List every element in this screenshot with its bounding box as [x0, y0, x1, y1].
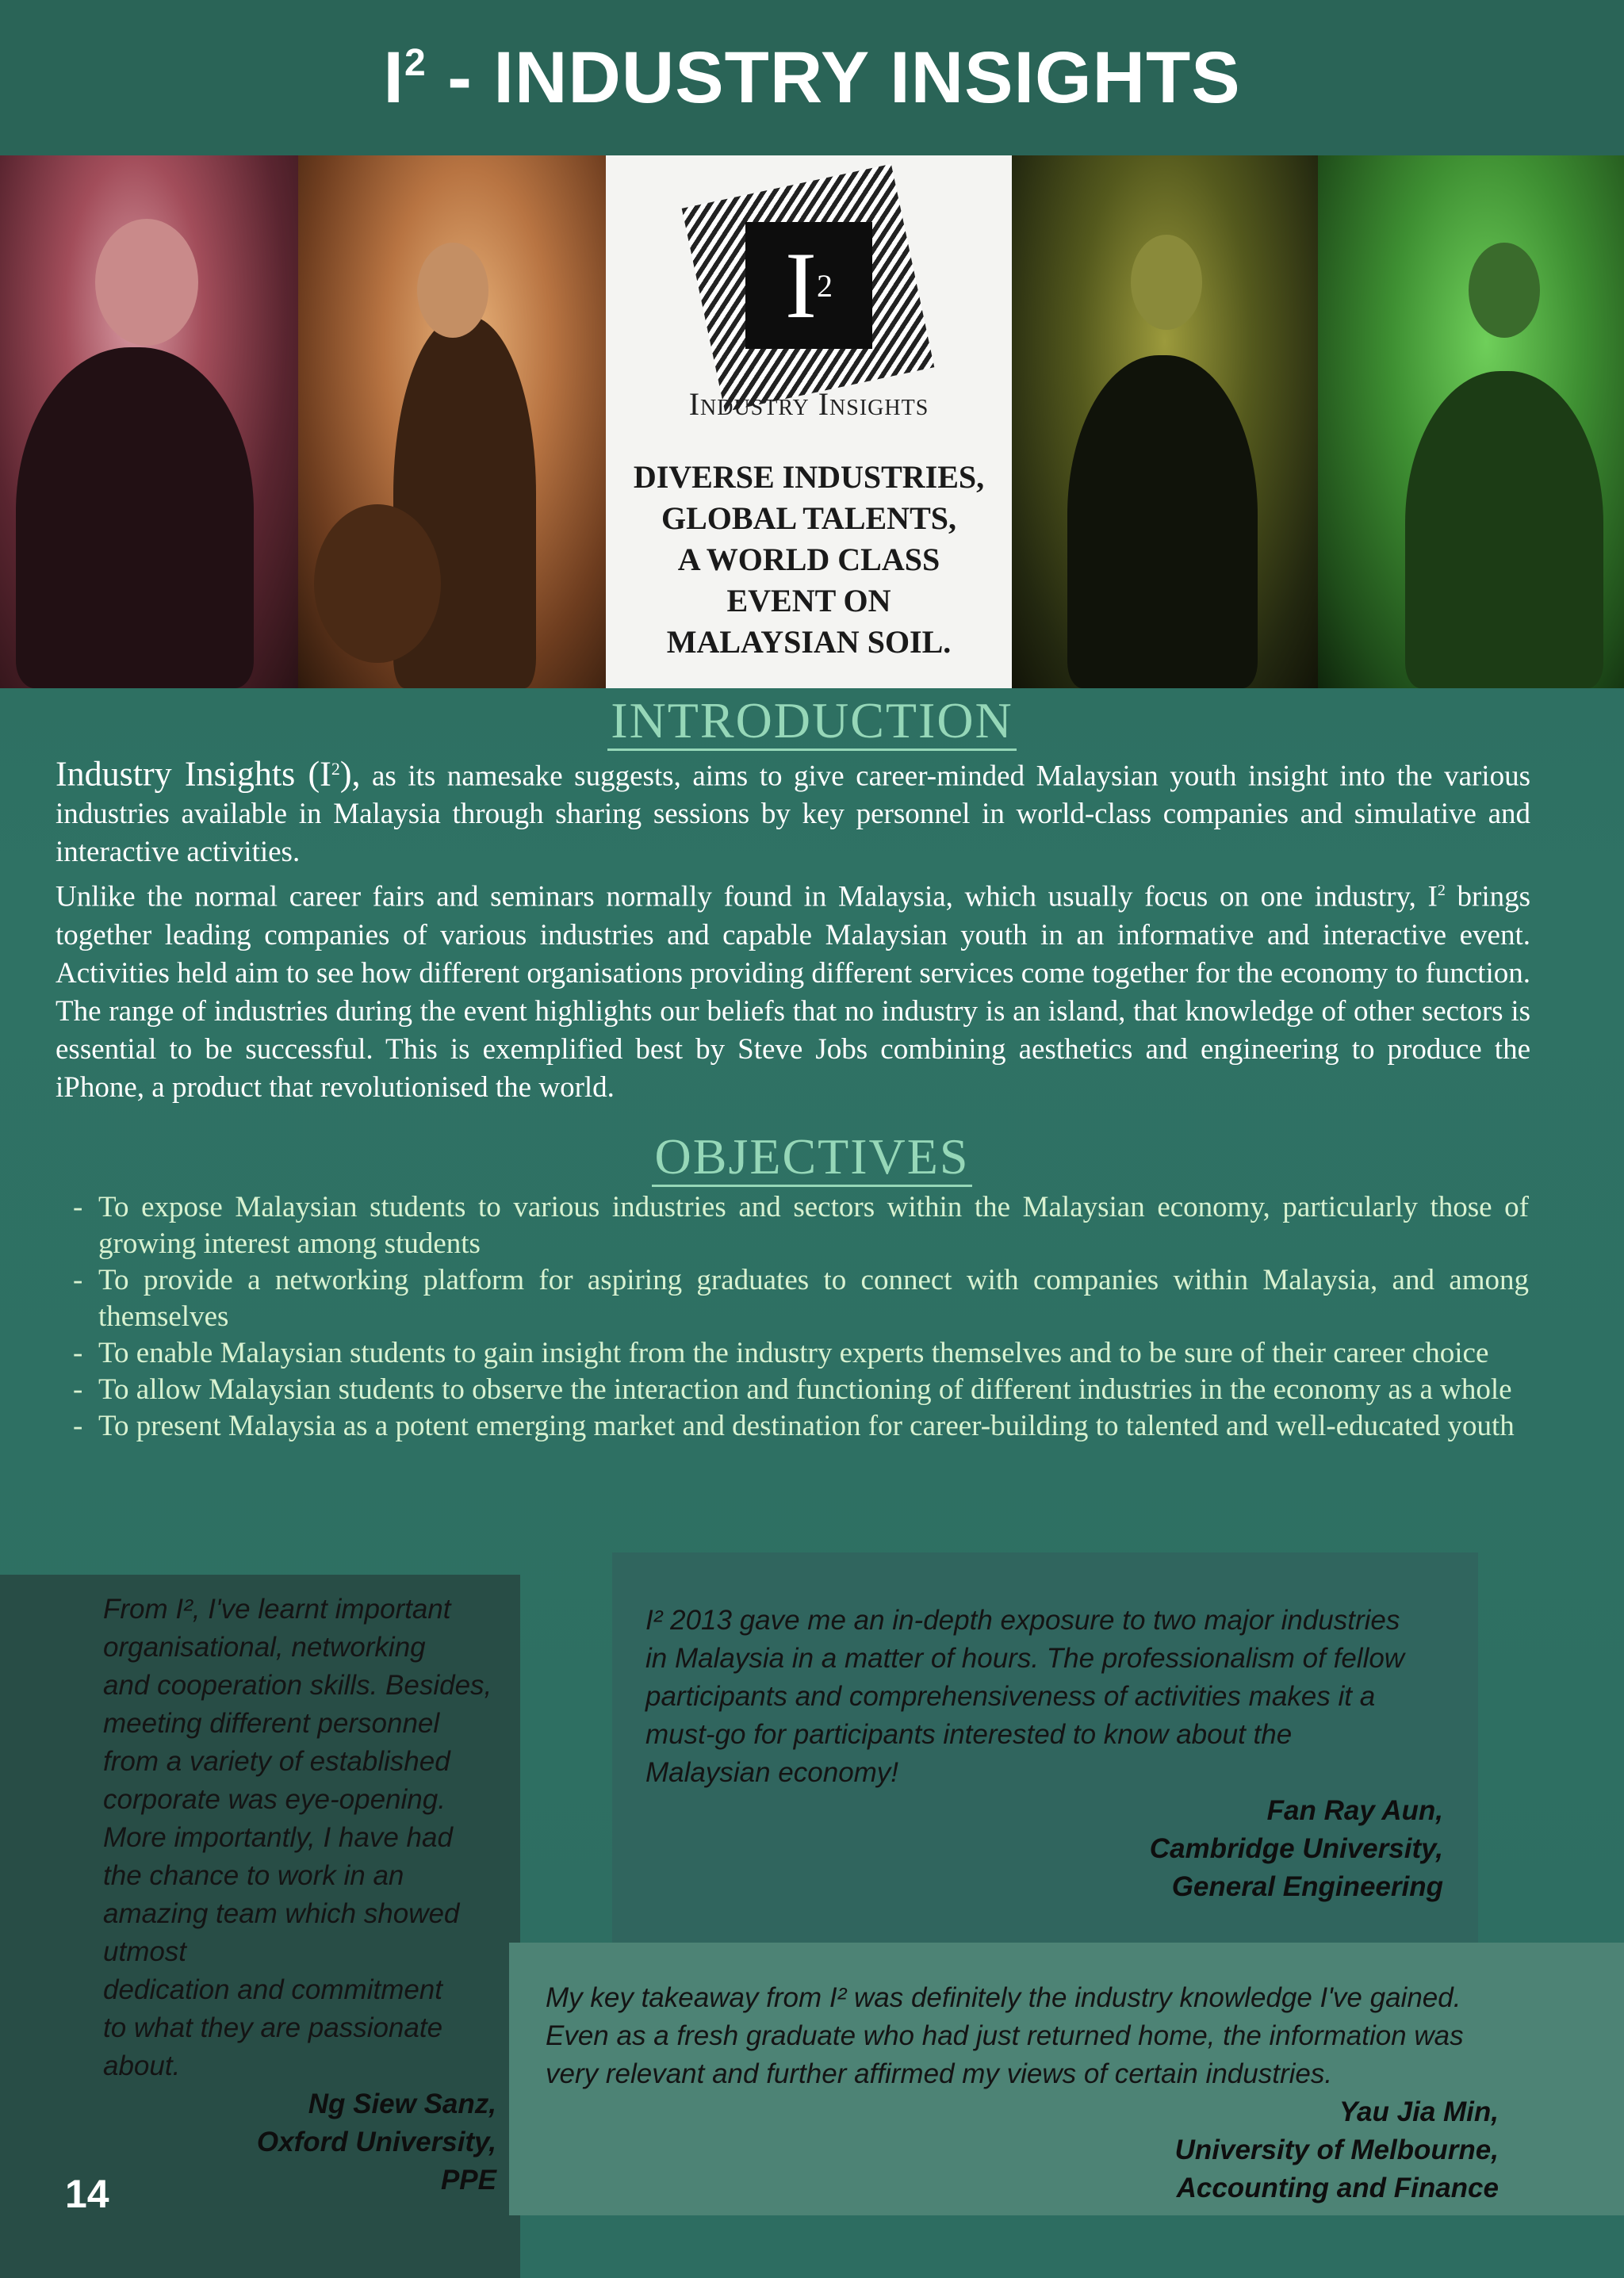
- page-number: 14: [65, 2172, 109, 2216]
- title-bar: [0, 0, 1624, 155]
- testimonial-right-quote: I² 2013 gave me an in-depth exposure to two major industries in Malaysia in a matter of hours. The professionalism of fellow participants and comprehensiveness of activities makes it a must-go for participants interested to know about the Malaysian economy!: [645, 1605, 1405, 1788]
- testimonial-left-attribution: Ng Siew Sanz, Oxford University, PPE: [256, 2088, 496, 2196]
- objective-item: - To expose Malaysian students to various industries and sectors within the Malaysian economy, particularly those of growing interest among students: [73, 1189, 1529, 1262]
- testimonial-right-attribution: Fan Ray Aun, Cambridge University, General Engineering: [1149, 1795, 1443, 1902]
- photo-speaker-4: [1318, 155, 1624, 688]
- photo-banner: [0, 155, 1624, 688]
- photo-speaker-1: [0, 155, 298, 688]
- objective-item: - To enable Malaysian students to gain insight from the industry experts themselves and to be sure of their career choice: [73, 1335, 1529, 1372]
- logo-caption: Industry Insights: [688, 386, 929, 422]
- objective-item: - To allow Malaysian students to observe the interaction and functioning of different industries in the economy as a whole: [73, 1372, 1529, 1408]
- banner-logo-panel: [606, 155, 1012, 688]
- page-title: $I^2$ - INDUSTRY INSIGHTS: [383, 36, 1241, 118]
- objectives-heading: OBJECTIVES: [0, 1128, 1624, 1186]
- objectives-list: [73, 1189, 1529, 1445]
- photo-speaker-2: [298, 155, 606, 688]
- intro-paragraph-2: Unlike the normal career fairs and seminars normally found in Malaysia, which usually focus on one industry, $I^2$ brings together leading companies of various industries and capable Malaysian youth in an informative and interactive event. Activities held aim to see how different organisations providing different services come together for the economy to function. The range of industries during the event highlights our beliefs that no industry is an island, that knowledge of other sectors is essential to be successful. This is exemplified best by Steve Jobs combining aesthetics and engineering to produce the iPhone, a product that revolutionised the world.: [56, 880, 1531, 1104]
- testimonial-left-quote: From I², I've learnt important organisational, networking and cooperation skills. Besides, meeting different personnel from a variety of established corporate was eye-opening. More importantly, I have had the chance to work in an amazing team which showed utmost dedication and commitment to what they are passionate about.: [103, 1594, 492, 2081]
- testimonial-bottom-attribution: Yau Jia Min, University of Melbourne, Accounting and Finance: [1174, 2096, 1499, 2203]
- introduction-body: [56, 750, 1530, 1107]
- i2-logo: I 2: [745, 222, 872, 349]
- photo-speaker-3: [1012, 155, 1318, 688]
- intro-paragraph-1: Industry Insights $(I^2)$, as its namesake suggests, aims to give career-minded Malaysian youth insight into the various industries available in Malaysia through sharing sessions by key personnel in world-class companies and simulative and interactive activities.: [56, 754, 1530, 869]
- introduction-heading: INTRODUCTION: [0, 691, 1624, 750]
- objective-item: - To present Malaysia as a potent emerging market and destination for career-building to talented and well-educated youth: [73, 1408, 1529, 1445]
- banner-slogan: DIVERSE INDUSTRIES, GLOBAL TALENTS, A WORLD CLASS EVENT ON MALAYSIAN SOIL.: [633, 459, 985, 660]
- testimonial-bottom-quote: My key takeaway from I² was definitely the industry knowledge I've gained. Even as a fresh graduate who had just returned home, the information was very relevant and further affirmed my views of certain industries.: [546, 1982, 1464, 2089]
- objective-item: - To provide a networking platform for aspiring graduates to connect with companies within Malaysia, and among themselves: [73, 1262, 1529, 1335]
